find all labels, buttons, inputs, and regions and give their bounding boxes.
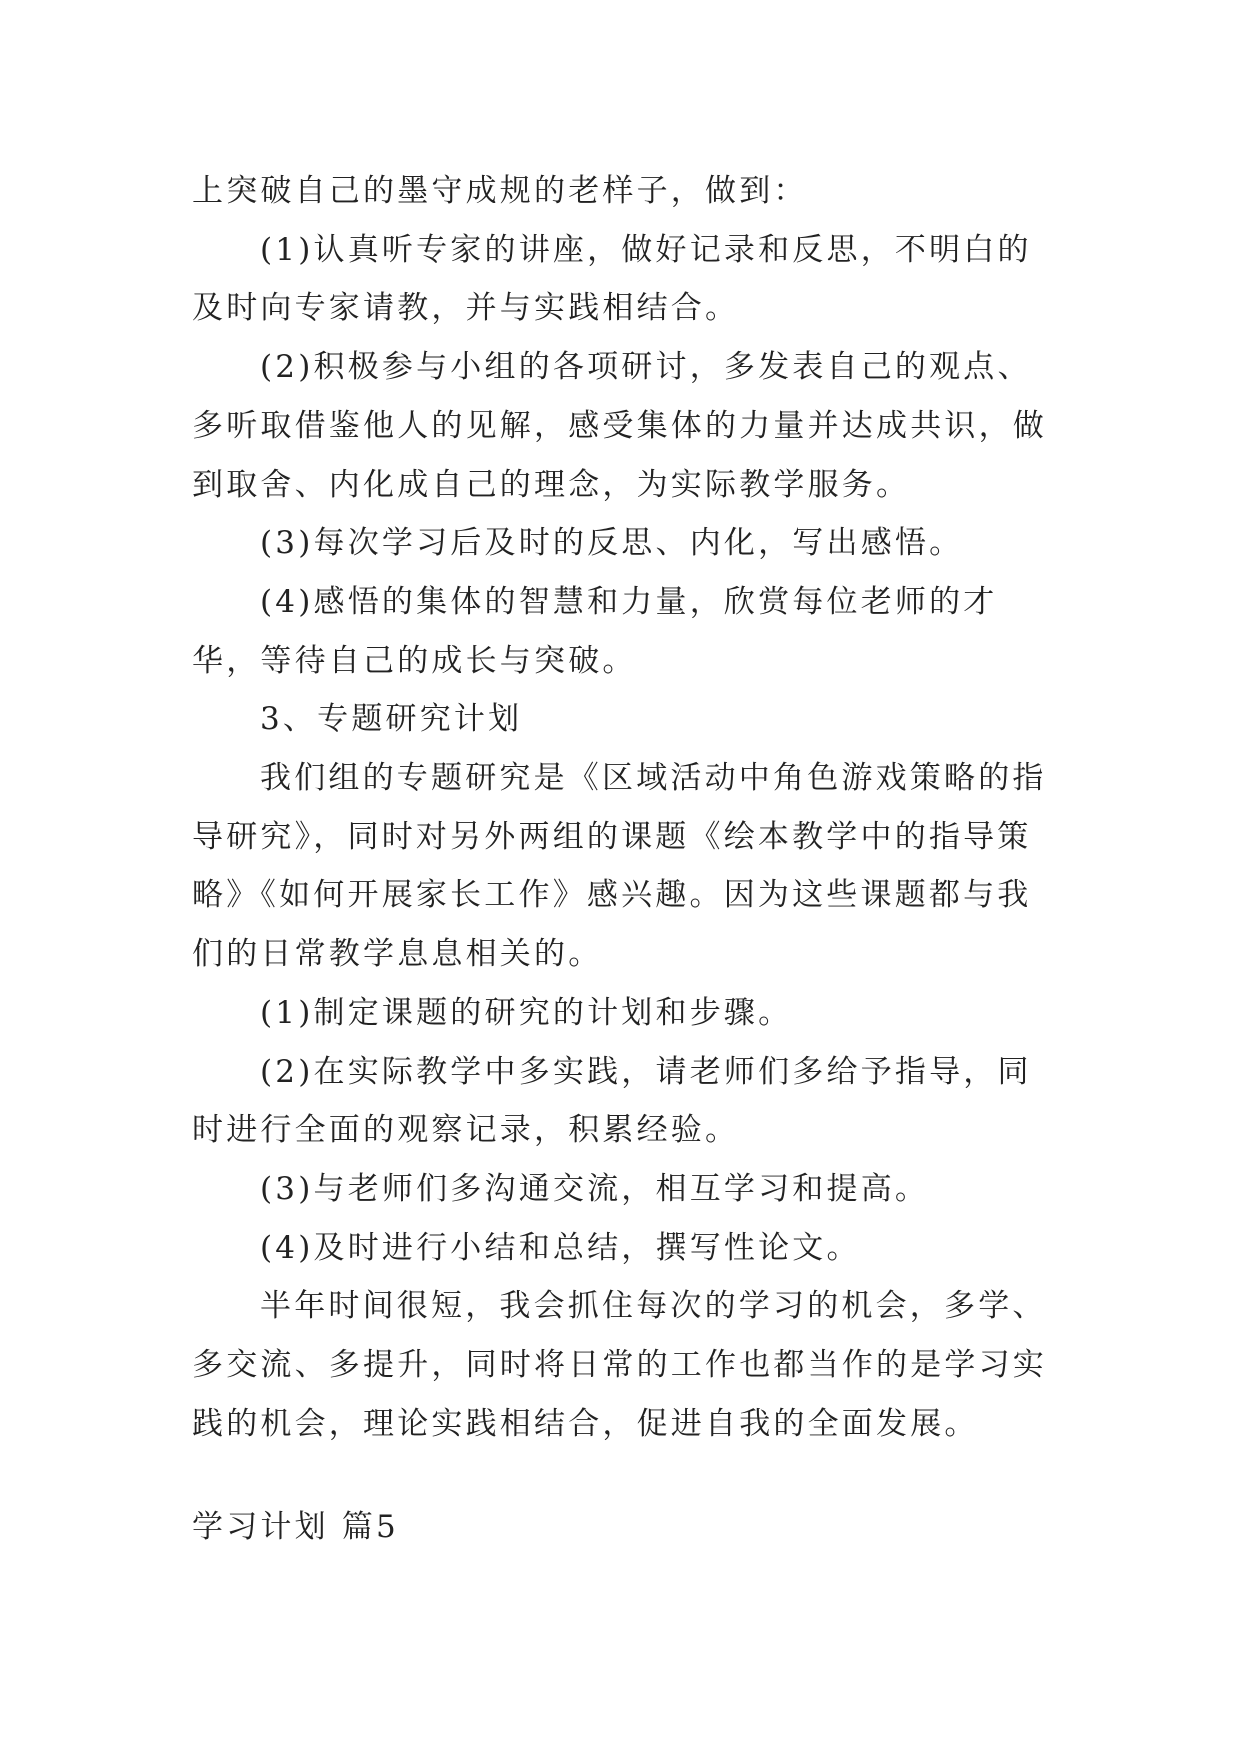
document-body <box>192 162 1057 1453</box>
paragraph: 上突破自己的墨守成规的老样子，做到： <box>192 173 808 209</box>
paragraph: 我们组的专题研究是《区域活动中角色游戏策略的指导研究》，同时对另外两组的课题《绘本教学中的指导策略》《如何开展家长工作》感兴趣。因为这些课题都与我们的日常教学息息相关的。 <box>192 760 1047 973</box>
paragraph: (3)与老师们多沟通交流，相互学习和提高。 <box>260 1170 930 1207</box>
section-subheading: 3、专题研究计划 <box>260 701 523 738</box>
paragraph: (1)认真听专家的讲座，做好记录和反思，不明白的及时向专家请教，并与实践相结合。 <box>192 231 1032 327</box>
paragraph: (2)积极参与小组的各项研讨，多发表自己的观点、多听取借鉴他人的见解，感受集体的力量并达成共识，做到取舍、内化成自己的理念，为实际教学服务。 <box>192 349 1047 503</box>
section-heading: 学习计划 篇5 <box>192 1509 399 1545</box>
paragraph: (4)及时进行小结和总结，撰写性论文。 <box>260 1229 861 1266</box>
paragraph: (3)每次学习后及时的反思、内化，写出感悟。 <box>260 525 964 562</box>
paragraph: (1)制定课题的研究的计划和步骤。 <box>260 994 793 1031</box>
paragraph: (2)在实际教学中多实践，请老师们多给予指导，同时进行全面的观察记录，积累经验。 <box>192 1053 1032 1149</box>
paragraph: (4)感悟的集体的智慧和力量，欣赏每位老师的才华，等待自己的成长与突破。 <box>192 583 998 679</box>
paragraph: 半年时间很短，我会抓住每次的学习的机会，多学、多交流、多提升，同时将日常的工作也都当作的是学习实践的机会，理论实践相结合，促进自我的全面发展。 <box>192 1288 1047 1442</box>
